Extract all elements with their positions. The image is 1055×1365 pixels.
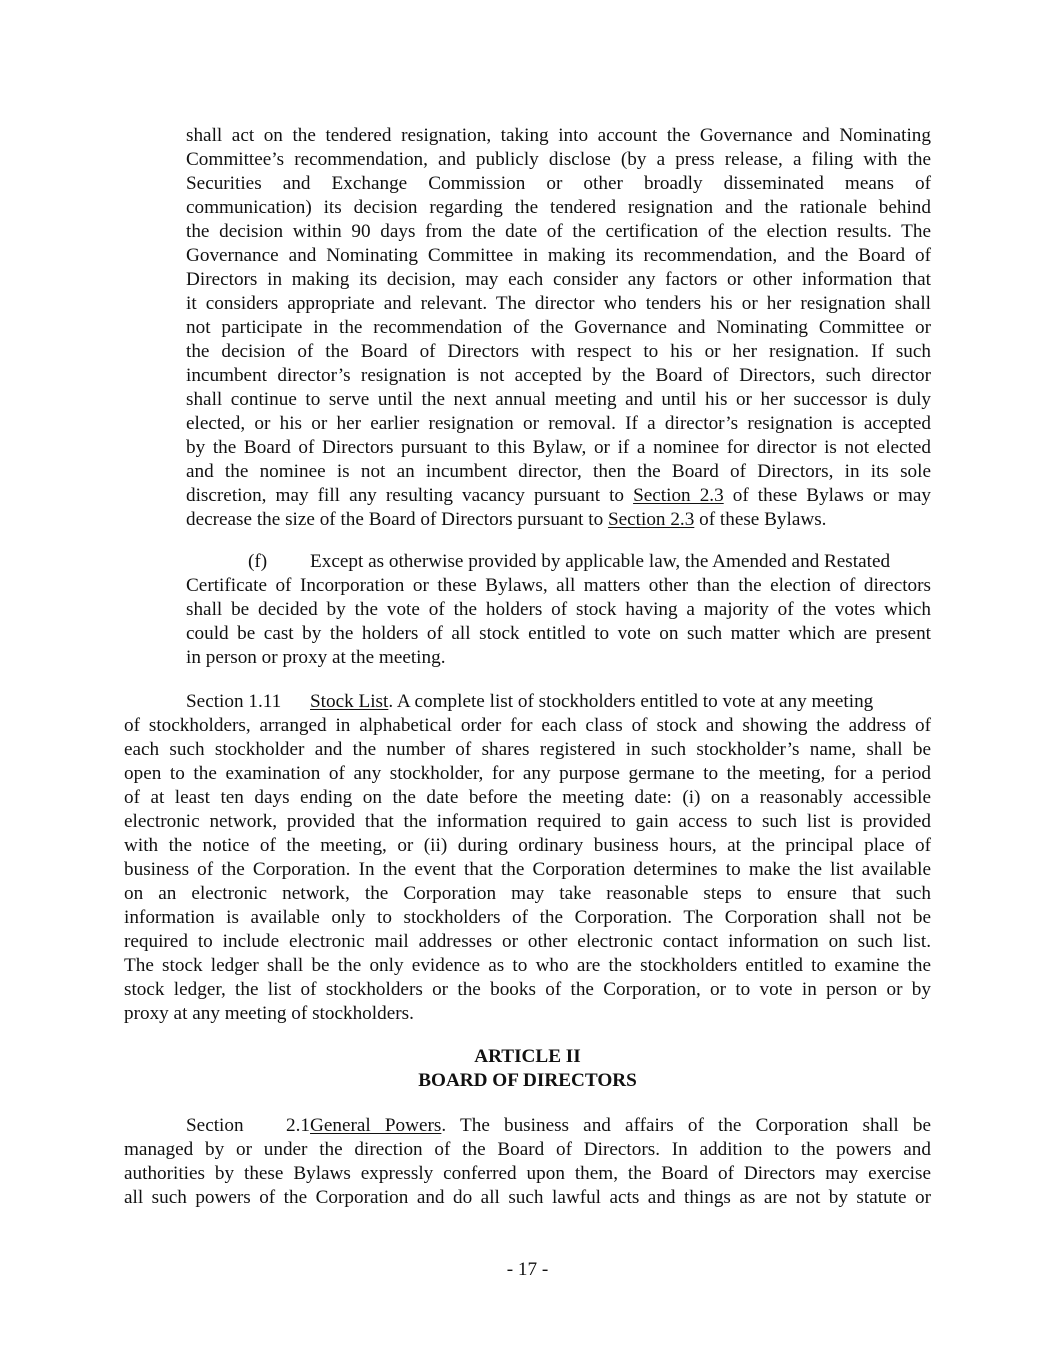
text-span: of these Bylaws or may xyxy=(723,485,931,506)
text-line: business of the Corporation. In the event that the Corporation determines to make the list available xyxy=(124,859,931,880)
text-line xyxy=(186,1114,931,1138)
text-span: . The business and affairs of the Corporation shall be xyxy=(441,1115,932,1136)
text-line: Committee’s recommendation, and publicly disclose (by a press release, a filing with the xyxy=(186,149,931,170)
text-line: not participate in the recommendation of the Governance and Nominating Committee or xyxy=(186,317,931,338)
text-line: the decision within 90 days from the date of the certification of the election results. The xyxy=(186,221,931,242)
text-line: shall be decided by the vote of the holders of stock having a majority of the votes which xyxy=(186,599,931,620)
text-span: discretion, may fill any resulting vacancy pursuant to xyxy=(186,485,634,506)
paragraph-label: (f) xyxy=(248,551,268,572)
text-line: shall continue to serve until the next annual meeting and until his or her successor is duly xyxy=(186,389,931,410)
text-line: open to the examination of any stockholder, for any purpose germane to the meeting, for a period xyxy=(124,763,931,784)
text-line: with the notice of the meeting, or (ii) during ordinary business hours, at the principal place of xyxy=(124,835,931,856)
text-line: communication) its decision regarding the tendered resignation and the rationale behind xyxy=(186,197,931,218)
text-line: Directors in making its decision, may each consider any factors or other information that xyxy=(186,269,931,290)
section-2-3-reference-link[interactable]: Section 2.3 xyxy=(607,509,695,530)
article-heading: ARTICLE II xyxy=(474,1046,581,1067)
text-line: The stock ledger shall be the only evidence as to who are the stockholders entitled to examine the xyxy=(124,955,931,976)
text-line xyxy=(248,550,931,574)
section-number: Section 1.11 xyxy=(186,691,282,712)
text-line: of at least ten days ending on the date before the meeting date: (i) on a reasonably accessible xyxy=(124,787,931,808)
text-line: Securities and Exchange Commission or other broadly disseminated means of xyxy=(186,173,931,194)
text-line: authorities by these Bylaws expressly conferred upon them, the Board of Directors may exercise xyxy=(124,1163,931,1184)
text-span: decrease the size of the Board of Directors pursuant to xyxy=(186,509,608,530)
text-line: all such powers of the Corporation and do all such lawful acts and things as are not by statute or xyxy=(124,1187,931,1208)
section-2-3-reference-link[interactable]: Section 2.3 xyxy=(633,485,724,506)
text-line xyxy=(186,508,931,532)
text-line: and the nominee is not an incumbent director, then the Board of Directors, in its sole xyxy=(186,461,931,482)
text-line: it considers appropriate and relevant. The director who tenders his or her resignation shall xyxy=(186,293,931,314)
text-line: Governance and Nominating Committee in making its recommendation, and the Board of xyxy=(186,245,931,266)
text-line: the decision of the Board of Directors with respect to his or her resignation. If such xyxy=(186,341,931,362)
text-line: managed by or under the direction of the Board of Directors. In addition to the powers and xyxy=(124,1139,931,1160)
text-line: electronic network, provided that the information required to gain access to such list is provided xyxy=(124,811,931,832)
text-line: of stockholders, arranged in alphabetical order for each class of stock and showing the address of xyxy=(124,715,931,736)
text-line: in person or proxy at the meeting. xyxy=(186,647,446,668)
text-line: stock ledger, the list of stockholders or the books of the Corporation, or to vote in person or by xyxy=(124,979,931,1000)
page-number: - 17 - xyxy=(506,1259,549,1280)
text-span: of these Bylaws. xyxy=(694,509,827,530)
text-line: information is available only to stockholders of the Corporation. The Corporation shall not be xyxy=(124,907,931,928)
section-title: Stock List xyxy=(310,691,389,712)
section-title: General Powers xyxy=(310,1115,442,1136)
text-line xyxy=(186,484,931,508)
text-line: Certificate of Incorporation or these Bylaws, all matters other than the election of directors xyxy=(186,575,931,596)
text-line: elected, or his or her earlier resignation or removal. If a director’s resignation is accepted xyxy=(186,413,931,434)
text-line: proxy at any meeting of stockholders. xyxy=(124,1003,414,1024)
text-line: by the Board of Directors pursuant to this Bylaw, or if a nominee for director is not elected xyxy=(186,437,931,458)
text-span: . A complete list of stockholders entitled to vote at any meeting xyxy=(388,691,874,712)
text-line: each such stockholder and the number of shares registered in such stockholder’s name, shall be xyxy=(124,739,931,760)
text-span: Except as otherwise provided by applicable law, the Amended and Restated xyxy=(310,551,891,572)
text-line: required to include electronic mail addresses or other electronic contact information on such list. xyxy=(124,931,931,952)
section-number: Section 2.1 xyxy=(186,1115,310,1136)
text-line: on an electronic network, the Corporation may take reasonable steps to ensure that such xyxy=(124,883,931,904)
text-line xyxy=(186,690,931,714)
text-line: shall act on the tendered resignation, taking into account the Governance and Nominating xyxy=(186,125,931,146)
article-subheading: BOARD OF DIRECTORS xyxy=(418,1070,637,1091)
text-line: incumbent director’s resignation is not accepted by the Board of Directors, such director xyxy=(186,365,931,386)
text-line: could be cast by the holders of all stock entitled to vote on such matter which are present xyxy=(186,623,931,644)
